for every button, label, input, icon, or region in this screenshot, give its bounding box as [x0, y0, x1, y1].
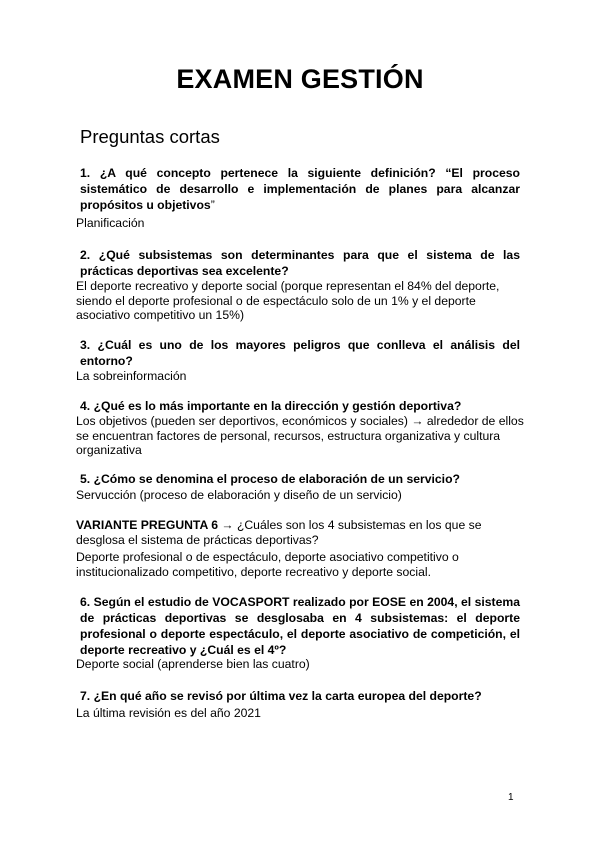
question-number: 2. — [80, 248, 91, 262]
answer-5: Servucción (proceso de elaboración y diseño de un servicio) — [76, 488, 402, 502]
question-text: Según el estudio de VOCASPORT realizado por EOSE en 2004, el sistema de prácticas deportivas se desglosaba en 4 subsistemas: el deporte profesional o deporte espectáculo, el deporte asociativo de competición, el deporte recreativo y ¿Cuál es el 4º? — [80, 595, 520, 657]
question-7 — [80, 688, 525, 704]
answer-7: La última revisión es del año 2021 — [76, 706, 261, 720]
question-number: 4. — [80, 399, 91, 413]
question-number: 6. — [80, 595, 91, 609]
question-text: ¿En qué año se revisó por última vez la carta europea del deporte? — [93, 689, 482, 703]
document-title: EXAMEN GESTIÓN — [176, 64, 424, 94]
question-text: ¿Cuál es uno de los mayores peligros que conlleva el análisis del entorno? — [80, 338, 521, 368]
question-2 — [80, 247, 520, 279]
question-3 — [80, 337, 520, 369]
question-5 — [80, 471, 520, 487]
question-text: ¿Cómo se denomina el proceso de elaboración de un servicio? — [93, 472, 460, 486]
question-text: ¿Qué subsistemas son determinantes para que el sistema de las prácticas deportivas sea excelente? — [80, 248, 520, 278]
variant-question — [76, 518, 516, 548]
question-number: 3. — [80, 338, 91, 352]
answer-4: Los objetivos (pueden ser deportivos, económicos y sociales) → alrededor de ellos se encuentran factores de personal, recursos, estructura organizativa y cultura organizativa — [76, 414, 524, 457]
question-number: 7. — [80, 689, 91, 703]
variant-answer: Deporte profesional o de espectáculo, deporte asociativo competitivo o institucionalizado competitivo, deporte recreativo y deporte social. — [76, 550, 459, 579]
variant-label: VARIANTE PREGUNTA 6 → — [76, 518, 234, 532]
question-text-tail: ” — [210, 198, 215, 212]
question-text: ¿Qué es lo más importante en la dirección y gestión deportiva? — [93, 399, 462, 413]
question-6 — [80, 594, 520, 658]
question-1 — [80, 165, 520, 213]
question-4 — [80, 398, 520, 414]
answer-2: El deporte recreativo y deporte social (porque representan el 84% del deporte, siendo el deporte profesional o de espectáculo solo de un 1% y el deporte asociativo competitivo un 15%) — [76, 279, 500, 322]
answer-3: La sobreinformación — [76, 369, 187, 383]
page-number: 1 — [508, 792, 514, 803]
variant-question-text: ¿Cuáles son los 4 subsistemas en los que se desglosa el sistema de prácticas deportivas? — [76, 518, 482, 547]
question-text: ¿A qué concepto pertenece la siguiente definición? “El proceso sistemático de desarrollo e implementación de planes para alcanzar propósitos u objetivos — [80, 166, 521, 212]
answer-1: Planificación — [76, 216, 145, 230]
answer-6: Deporte social (aprenderse bien las cuatro) — [76, 657, 310, 671]
question-number: 5. — [80, 472, 91, 486]
question-number: 1. — [80, 166, 91, 180]
section-title: Preguntas cortas — [80, 126, 220, 147]
